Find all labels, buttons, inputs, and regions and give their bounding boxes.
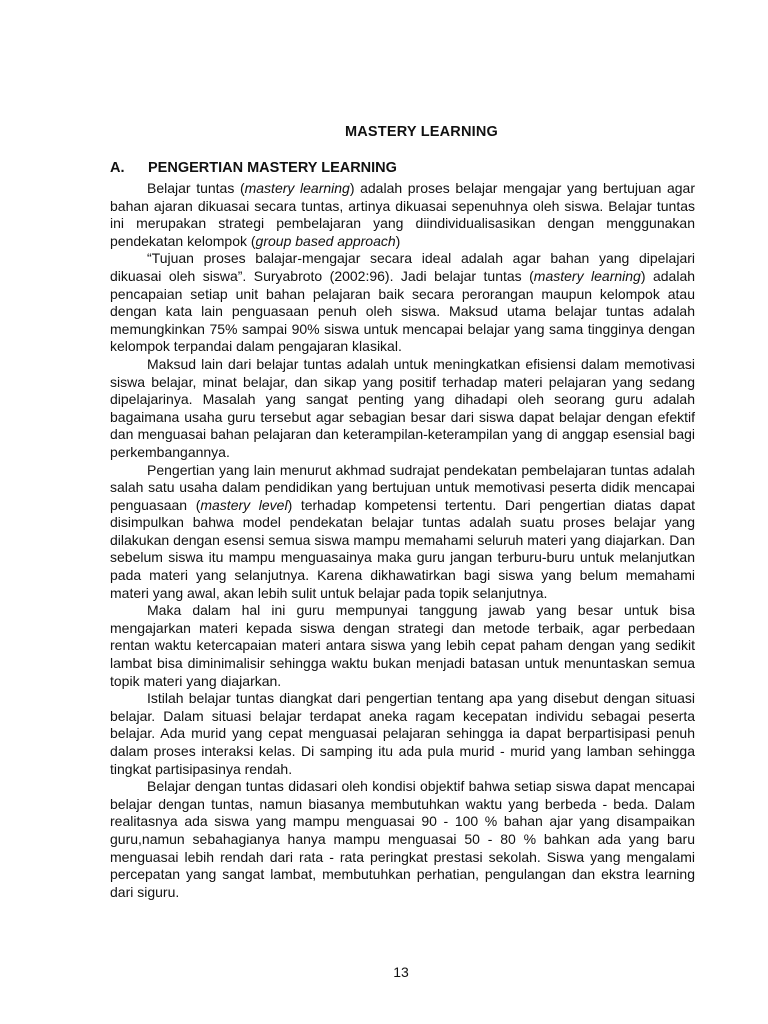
section-number: A.	[110, 160, 125, 176]
text-run: Belajar tuntas (	[147, 180, 245, 196]
paragraph	[110, 690, 695, 778]
paragraph	[110, 462, 695, 603]
paragraph	[110, 778, 695, 901]
text-run: Maksud lain dari belajar tuntas adalah untuk meningkatkan efisiensi dalam memotivasi siswa belajar, minat belajar, dan sikap yang positif terhadap materi pelajaran yang sedang dipelajarinya. Masalah yang sangat penting yang dihadapi oleh seorang guru adalah bagaimana usaha guru tersebut agar sebagian besar dari siswa dapat belajar dengan efektif dan menguasai bahan pelajaran dan keterampilan-keterampilan yang di anggap esensial bagi perkembangannya.	[110, 355, 695, 460]
italic-term: mastery level	[200, 496, 288, 513]
body-text	[110, 180, 695, 901]
text-run: Maka dalam hal ini guru mempunyai tanggung jawab yang besar untuk bisa mengajarkan materi kepada siswa dengan strategi dan metode terbaik, agar perbedaan rentan waktu ketercapaian materi antara siswa yang lebih cepat paham dengan yang sedikit lambat bisa diminimalisir sehingga waktu bukan menjadi batasan untuk menuntaskan semua topik materi yang diajarkan.	[110, 602, 695, 689]
text-run: ) adalah pencapaian setiap unit bahan pelajaran baik secara perorangan maupun kelompok atau dengan kata lain penguasaan penuh oleh siswa. Maksud utama belajar tuntas adalah memungkinkan 75% sampai 90% siswa untuk mencapai belajar yang sama tingginya dengan kelompok terpandai dalam pengajaran klasikal.	[110, 267, 696, 355]
text-run: Pengertian yang lain menurut akhmad sudrajat pendekatan pembelajaran tuntas adalah salah satu usaha dalam pendidikan yang bertujuan untuk memotivasi peserta didik mencapai penguasaan (	[110, 461, 695, 513]
text-run: “Tujuan proses balajar-mengajar secara ideal adalah agar bahan yang dipelajari dikuasai oleh siswa”. Suryabroto (2002:96). Jadi belajar tuntas (	[110, 250, 695, 284]
paragraph	[110, 180, 695, 250]
text-run: ) adalah proses belajar mengajar yang bertujuan agar bahan ajaran dikuasai secara tuntas, artinya dikuasai sepenuhnya oleh siswa. Belajar tuntas ini merupakan strategi pembelajaran yang diindividualisasikan dengan menggunakan pendekatan kelompok (	[110, 180, 695, 249]
text-run: )	[395, 232, 401, 249]
paragraph	[110, 250, 695, 356]
italic-term: mastery learning	[244, 180, 350, 196]
document-title: MASTERY LEARNING	[344, 124, 499, 140]
section-heading	[110, 160, 397, 176]
section-title: PENGERTIAN MASTERY LEARNING	[148, 160, 397, 176]
page-number: 13	[393, 964, 409, 980]
text-run: Belajar dengan tuntas didasari oleh kondisi objektif bahwa setiap siswa dapat mencapai belajar dengan tuntas, namun biasanya membutuhkan waktu yang berbeda - beda. Dalam realitasnya ada siswa yang mampu menguasai 90 - 100 % bahan ajar yang disampaikan guru,namun sebahagianya hanya mampu menguasai 50 - 80 % bahkan ada yang baru menguasai lebih rendah dari rata - rata peringkat prestasi sekolah. Siswa yang mengalami percepatan yang sangat lambat, membutuhkan perhatian, pengulangan dan ekstra learning dari siguru.	[110, 778, 695, 900]
italic-term: group based approach	[255, 232, 396, 249]
text-run: ) terhadap kompetensi tertentu. Dari pengertian diatas dapat disimpulkan bahwa model pendekatan belajar tuntas adalah suatu proses belajar yang dilakukan dengan esensi semua siswa mampu memahami seluruh materi yang diajarkan. Dan sebelum siswa itu mampu menguasainya maka guru jangan terburu-buru untuk melanjutkan pada materi yang selanjutnya. Karena dikhawatirkan bagi siswa yang belum memahami materi yang awal, akan lebih sulit untuk belajar pada topik selanjutnya.	[110, 496, 695, 601]
italic-term: mastery learning	[533, 267, 641, 284]
paragraph	[110, 602, 695, 690]
paragraph	[110, 356, 695, 462]
text-run: Istilah belajar tuntas diangkat dari pengertian tentang apa yang disebut dengan situasi belajar. Dalam situasi belajar terdapat aneka ragam kecepatan individu sebagai peserta belajar. Ada murid yang cepat menguasai pelajaran sehingga ia dapat berpartisipasi penuh dalam proses interaksi kelas. Di samping itu ada pula murid - murid yang lamban sehingga tingkat partisipasinya rendah.	[110, 690, 695, 777]
